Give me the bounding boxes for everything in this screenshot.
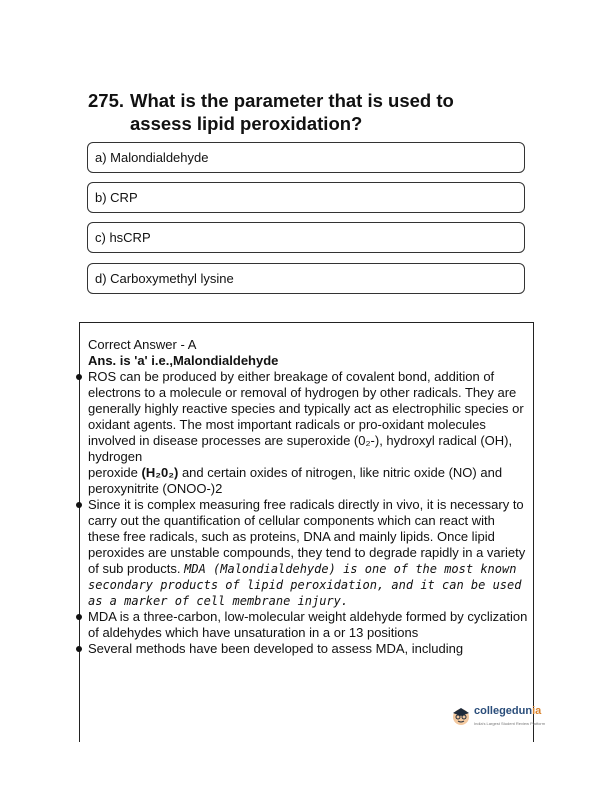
bullet-1-bold: (H₂0₂) [141, 465, 179, 480]
bullet-1-text-a: ROS can be produced by either breakage of covalent bond, addition of electrons to a molecule or removal of hydrogen by other radicals. They are generally highly reactive species and typically act as electrophilic species or oxidant agents. The most important radicals or pro-oxidant molecules involved in disease processes are superoxide (0₂-), hydroxyl radical (OH), hydrogen [88, 369, 524, 464]
logo-brand-accent: ia [532, 705, 542, 717]
logo-brand-main: collegedun [474, 705, 533, 717]
answer-line: Ans. is 'a' i.e.,Malondialdehyde [88, 353, 279, 368]
logo-brand [474, 705, 541, 717]
answer-explanation [88, 337, 528, 657]
bullet-1-text-b [88, 465, 528, 497]
bullet-2 [88, 497, 528, 609]
bullet-dot-icon [76, 646, 82, 652]
bullet-4-text: Several methods have been developed to assess MDA, including [88, 641, 464, 656]
bullet-1 [88, 369, 528, 497]
question-title [88, 89, 528, 135]
bullet-4 [88, 641, 528, 657]
bullet-dot-icon [76, 614, 82, 620]
student-face-icon [450, 705, 472, 727]
collegedunia-logo [450, 701, 546, 735]
question-line-1: What is the parameter that is used to [130, 90, 454, 111]
question-line-2: assess lipid peroxidation? [130, 113, 363, 134]
bullet-2-italic: MDA (Malondialdehyde) is one of the most known secondary products of lipid peroxidation, and it can be used as a marker of cell membrane injury. [88, 562, 522, 608]
option-a[interactable]: a) Malondialdehyde [87, 142, 525, 173]
bullet-1-pre: peroxide [88, 465, 142, 480]
bullet-2-plain: Since it is complex measuring free radicals directly in vivo, it is necessary to carry out the quantification of cellular components which can react with these free radicals, such as proteins, DNA and mainly lipids. Once lipid peroxides are unstable compounds, they tend to degrade rapidly in a variety of sub products. [88, 497, 526, 576]
bullet-dot-icon [76, 374, 82, 380]
option-c[interactable]: c) hsCRP [87, 222, 525, 253]
question-number: 275. [88, 90, 125, 111]
bullet-1-post: and certain oxides of nitrogen, like nitric oxide (NO) and peroxynitrite (ONOO-)2 [88, 465, 503, 496]
bullet-3 [88, 609, 528, 641]
option-d[interactable]: d) Carboxymethyl lysine [87, 263, 525, 294]
bullet-2-text [88, 497, 528, 609]
bullet-3-text: MDA is a three-carbon, low-molecular weight aldehyde formed by cyclization of aldehydes which have unsaturation in a or 13 positions [88, 609, 528, 640]
logo-tagline: India's Largest Student Review Platform [474, 721, 546, 726]
bullet-dot-icon [76, 502, 82, 508]
correct-answer: Correct Answer - A [88, 337, 197, 352]
option-b[interactable]: b) CRP [87, 182, 525, 213]
